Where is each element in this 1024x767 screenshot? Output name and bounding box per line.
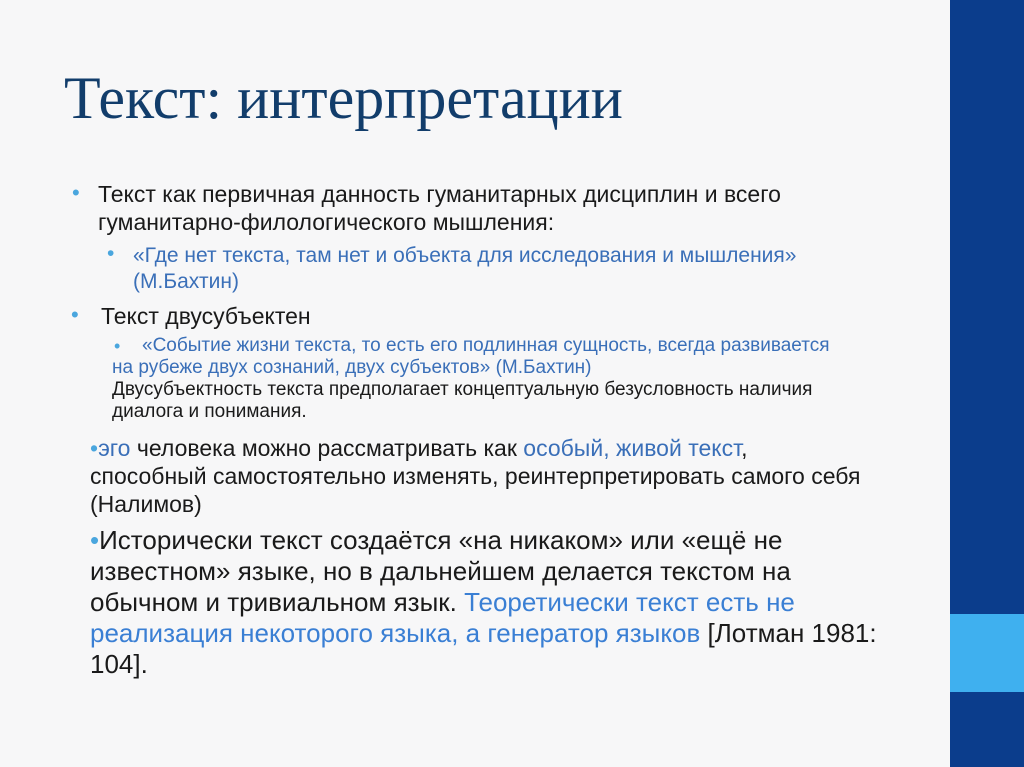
bullet-icon: • — [71, 302, 79, 327]
bullet-4-highlight: Теоретически текст есть не реализация некоторого языка, а генератор языков — [90, 587, 795, 648]
bullet-3 — [90, 434, 870, 518]
side-accent — [950, 614, 1024, 692]
bullet-3-highlight-ego: эго — [98, 435, 131, 461]
bullet-1 — [72, 180, 898, 236]
bullet-3-highlight-text: особый, живой текст — [523, 435, 742, 461]
bullet-icon: • — [90, 525, 100, 555]
bullet-2-sub — [112, 335, 852, 423]
bullet-4 — [90, 525, 890, 680]
bullet-icon: • — [90, 435, 99, 461]
bullet-1-text: Текст как первичная данность гуманитарных дисциплин и всего гуманитарно-филологического мышления: — [98, 181, 781, 235]
bullet-icon: • — [72, 180, 80, 205]
bullet-icon: • — [107, 242, 115, 265]
bullet-3-text-end: , способный самостоятельно изменять, реинтерпретировать самого себя (Налимов) — [90, 435, 861, 517]
bullet-2 — [71, 302, 601, 330]
slide-title: Текст: интерпретации — [64, 65, 623, 131]
bullet-2-sub-quote: «Событие жизни текста, то есть его подлинная сущность, всегда развивается на рубеже двух сознаний, двух субъектов» (М.Бахтин) — [112, 335, 830, 378]
bullet-1-sub — [107, 242, 833, 295]
bullet-2-text: Текст двусубъектен — [101, 303, 311, 329]
bullet-icon: • — [114, 336, 121, 356]
bullet-2-sub-text: Двусубъектность текста предполагает концептуальную безусловность наличия диалога и понимания. — [112, 379, 813, 422]
bullet-4-text-start: Исторически текст создаётся «на никаком» или «ещё не известном» языке, но в дальнейшем делается текстом на обычном и тривиальном язык. — [90, 525, 791, 617]
bullet-3-text-mid: человека можно рассматривать как — [130, 435, 524, 461]
bullet-1-sub-text: «Где нет текста, там нет и объекта для исследования и мышления» (М.Бахтин) — [133, 244, 797, 293]
bullet-4-text-end: [Лотман 1981: 104]. — [90, 618, 877, 679]
